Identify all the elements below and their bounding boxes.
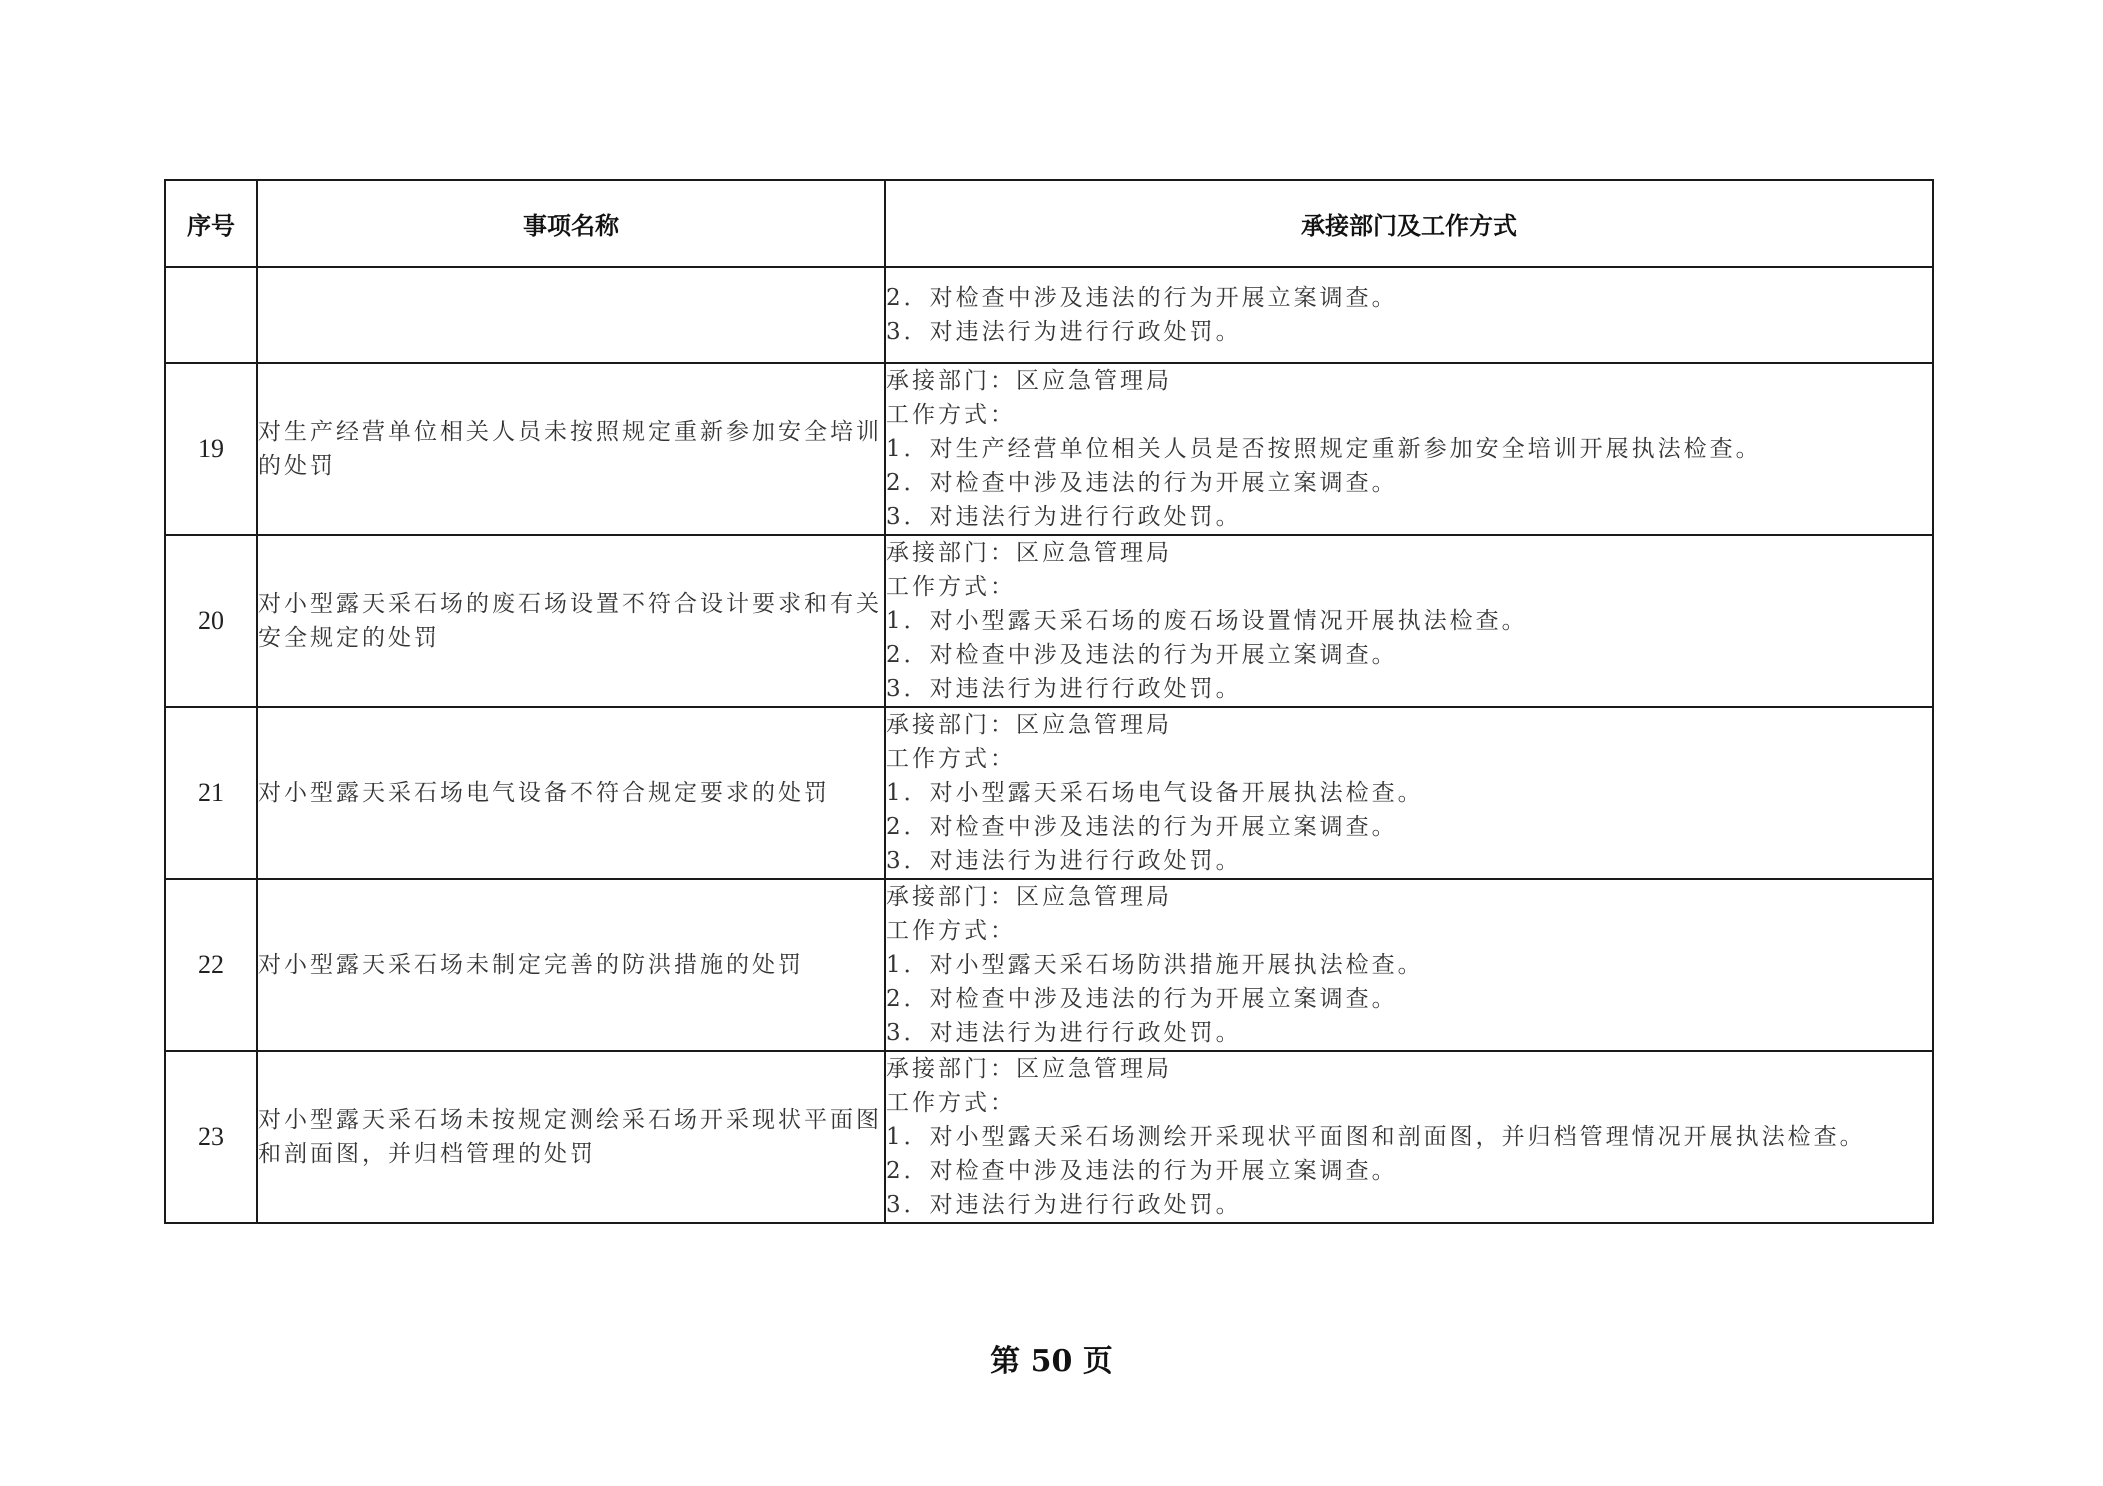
row-num: 22 — [165, 879, 257, 1051]
row-num — [165, 267, 257, 363]
table-row — [165, 707, 1933, 879]
method-line: 承接部门：区应急管理局 — [886, 1056, 1172, 1082]
method-line: 3．对违法行为进行行政处罚。 — [886, 504, 1242, 530]
row-name: 对小型露天采石场电气设备不符合规定要求的处罚 — [257, 707, 885, 879]
table-row — [165, 363, 1933, 535]
row-method — [885, 363, 1933, 535]
row-num: 21 — [165, 707, 257, 879]
row-method — [885, 1051, 1933, 1223]
row-name: 对生产经营单位相关人员未按照规定重新参加安全培训的处罚 — [257, 363, 885, 535]
page-number: 第 50 页 — [990, 1344, 1113, 1379]
method-line: 1．对小型露天采石场电气设备开展执法检查。 — [886, 780, 1424, 806]
table-body — [165, 267, 1933, 1223]
row-method — [885, 707, 1933, 879]
table-row-continuation — [165, 267, 1933, 363]
header-num: 序号 — [165, 180, 257, 267]
method-line: 1．对小型露天采石场测绘开采现状平面图和剖面图，并归档管理情况开展执法检查。 — [886, 1124, 1866, 1150]
header-name: 事项名称 — [257, 180, 885, 267]
row-num: 23 — [165, 1051, 257, 1223]
method-line: 工作方式： — [886, 402, 1016, 428]
row-num: 20 — [165, 535, 257, 707]
method-line: 工作方式： — [886, 1090, 1016, 1116]
matters-table — [164, 179, 1934, 1224]
method-line: 承接部门：区应急管理局 — [886, 368, 1172, 394]
method-line: 3．对违法行为进行行政处罚。 — [886, 1020, 1242, 1046]
method-line: 3．对违法行为进行行政处罚。 — [886, 676, 1242, 702]
row-method — [885, 267, 1933, 363]
row-name: 对小型露天采石场的废石场设置不符合设计要求和有关安全规定的处罚 — [257, 535, 885, 707]
method-line: 承接部门：区应急管理局 — [886, 540, 1172, 566]
method-line: 2．对检查中涉及违法的行为开展立案调查。 — [886, 1158, 1398, 1184]
method-line: 2．对检查中涉及违法的行为开展立案调查。 — [886, 285, 1398, 311]
row-num: 19 — [165, 363, 257, 535]
method-line: 3．对违法行为进行行政处罚。 — [886, 319, 1242, 345]
method-line: 2．对检查中涉及违法的行为开展立案调查。 — [886, 986, 1398, 1012]
header-method: 承接部门及工作方式 — [885, 180, 1933, 267]
table-row — [165, 1051, 1933, 1223]
method-line: 1．对小型露天采石场的废石场设置情况开展执法检查。 — [886, 608, 1528, 634]
row-name — [257, 267, 885, 363]
method-line: 2．对检查中涉及违法的行为开展立案调查。 — [886, 642, 1398, 668]
method-line: 工作方式： — [886, 918, 1016, 944]
method-line: 2．对检查中涉及违法的行为开展立案调查。 — [886, 470, 1398, 496]
row-name: 对小型露天采石场未按规定测绘采石场开采现状平面图和剖面图，并归档管理的处罚 — [257, 1051, 885, 1223]
method-line: 承接部门：区应急管理局 — [886, 712, 1172, 738]
table-row — [165, 879, 1933, 1051]
method-line: 3．对违法行为进行行政处罚。 — [886, 848, 1242, 874]
method-line: 3．对违法行为进行行政处罚。 — [886, 1192, 1242, 1218]
row-method — [885, 879, 1933, 1051]
row-method — [885, 535, 1933, 707]
method-line: 1．对生产经营单位相关人员是否按照规定重新参加安全培训开展执法检查。 — [886, 436, 1762, 462]
header-row — [165, 180, 1933, 267]
method-line: 2．对检查中涉及违法的行为开展立案调查。 — [886, 814, 1398, 840]
row-name: 对小型露天采石场未制定完善的防洪措施的处罚 — [257, 879, 885, 1051]
method-line: 1．对小型露天采石场防洪措施开展执法检查。 — [886, 952, 1424, 978]
method-line: 工作方式： — [886, 574, 1016, 600]
method-line: 承接部门：区应急管理局 — [886, 884, 1172, 910]
method-line: 工作方式： — [886, 746, 1016, 772]
table-row — [165, 535, 1933, 707]
